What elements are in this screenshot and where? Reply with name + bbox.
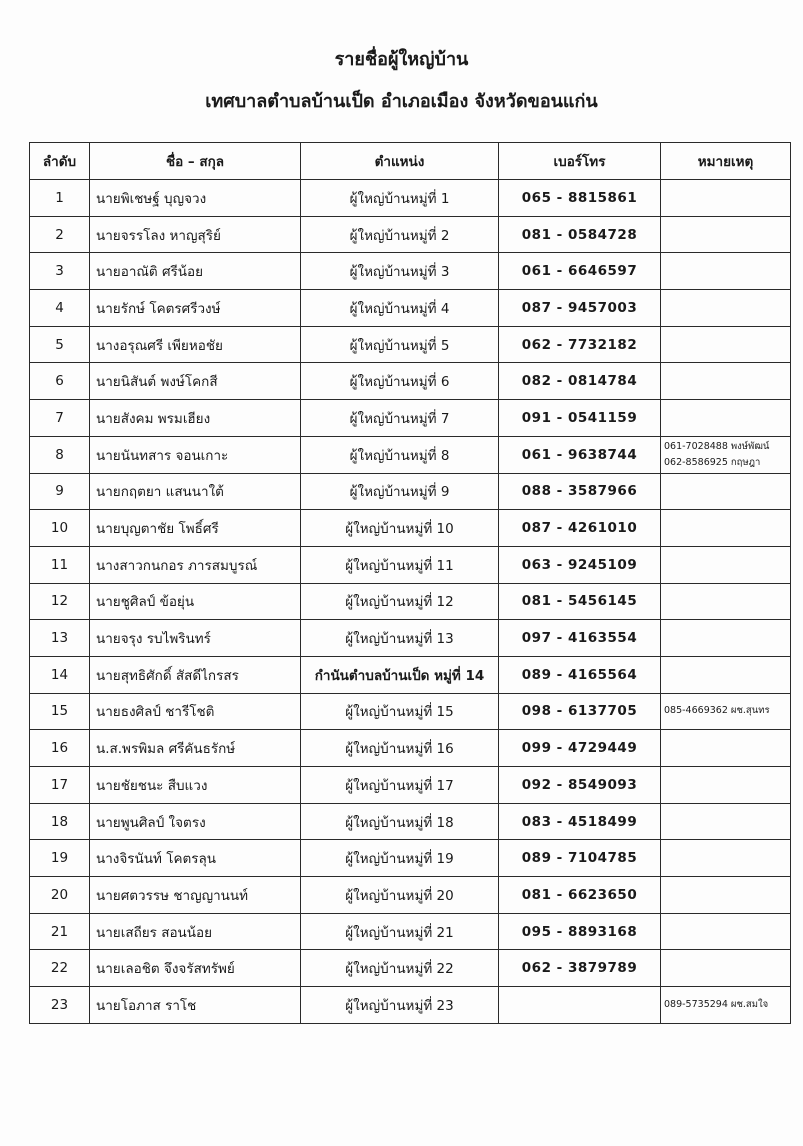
row-name: นายพิเชษฐ์ บุญจวง — [90, 180, 301, 217]
table-row — [30, 290, 791, 327]
table-row — [30, 693, 791, 730]
row-name: นางสาวกนกอร ภารสมบูรณ์ — [90, 546, 301, 583]
row-number: 7 — [30, 400, 90, 437]
row-position: ผู้ใหญ่บ้านหมู่ที่ 6 — [301, 363, 499, 400]
row-phone: 088 - 3587966 — [499, 473, 661, 510]
row-number: 6 — [30, 363, 90, 400]
row-name: นายพูนศิลป์ ใจตรง — [90, 803, 301, 840]
row-phone: 089 - 7104785 — [499, 840, 661, 877]
row-number: 4 — [30, 290, 90, 327]
row-position: ผู้ใหญ่บ้านหมู่ที่ 19 — [301, 840, 499, 877]
row-number: 11 — [30, 546, 90, 583]
table-row — [30, 473, 791, 510]
note-line: 089-5735294 ผช.สมใจ — [664, 998, 769, 1010]
row-position: ผู้ใหญ่บ้านหมู่ที่ 10 — [301, 510, 499, 547]
row-name: นายสุทธิศักดิ์ สัสดีไกรสร — [90, 656, 301, 693]
row-phone: 098 - 6137705 — [499, 693, 661, 730]
row-name: นางอรุณศรี เพียหอชัย — [90, 326, 301, 363]
row-phone: 092 - 8549093 — [499, 767, 661, 804]
row-note — [661, 510, 791, 547]
row-phone: 083 - 4518499 — [499, 803, 661, 840]
row-phone: 097 - 4163554 — [499, 620, 661, 657]
row-phone: 081 - 5456145 — [499, 583, 661, 620]
row-position: ผู้ใหญ่บ้านหมู่ที่ 5 — [301, 326, 499, 363]
row-name: นายสังคม พรมเฮียง — [90, 400, 301, 437]
row-note — [661, 473, 791, 510]
row-note — [661, 767, 791, 804]
row-number: 13 — [30, 620, 90, 657]
note-line: 062-8586925 กฤษฎา — [664, 456, 761, 468]
row-note — [661, 363, 791, 400]
row-position: กำนันตำบลบ้านเป็ด หมู่ที่ 14 — [301, 656, 499, 693]
row-name: น.ส.พรพิมล ศรีคันธรักษ์ — [90, 730, 301, 767]
row-name: นางจิรนันท์ โคตรลุน — [90, 840, 301, 877]
row-number: 16 — [30, 730, 90, 767]
row-number: 14 — [30, 656, 90, 693]
row-position: ผู้ใหญ่บ้านหมู่ที่ 1 — [301, 180, 499, 217]
row-number: 5 — [30, 326, 90, 363]
row-phone — [499, 987, 661, 1024]
row-note — [661, 436, 791, 473]
row-phone: 065 - 8815861 — [499, 180, 661, 217]
row-name: นายอาณัติ ศรีน้อย — [90, 253, 301, 290]
row-note — [661, 840, 791, 877]
row-note — [661, 987, 791, 1024]
table-row — [30, 913, 791, 950]
table-row — [30, 326, 791, 363]
table-row — [30, 583, 791, 620]
row-number: 3 — [30, 253, 90, 290]
row-position: ผู้ใหญ่บ้านหมู่ที่ 20 — [301, 877, 499, 914]
table-row — [30, 840, 791, 877]
row-position: ผู้ใหญ่บ้านหมู่ที่ 3 — [301, 253, 499, 290]
row-note — [661, 326, 791, 363]
row-phone: 081 - 0584728 — [499, 216, 661, 253]
row-position: ผู้ใหญ่บ้านหมู่ที่ 17 — [301, 767, 499, 804]
row-number: 10 — [30, 510, 90, 547]
row-name: นายชูศิลป์ ข้อยุ่น — [90, 583, 301, 620]
row-note — [661, 583, 791, 620]
row-number: 19 — [30, 840, 90, 877]
row-position: ผู้ใหญ่บ้านหมู่ที่ 8 — [301, 436, 499, 473]
row-note — [661, 913, 791, 950]
row-position: ผู้ใหญ่บ้านหมู่ที่ 15 — [301, 693, 499, 730]
row-position: ผู้ใหญ่บ้านหมู่ที่ 9 — [301, 473, 499, 510]
table-row — [30, 877, 791, 914]
row-phone: 062 - 3879789 — [499, 950, 661, 987]
row-note — [661, 253, 791, 290]
row-name: นายนิสันต์ พงษ์โคกสี — [90, 363, 301, 400]
row-name: นายจรรโลง หาญสุริย์ — [90, 216, 301, 253]
header-phone: เบอร์โทร — [499, 143, 661, 180]
row-name: นายจรุง รบไพรินทร์ — [90, 620, 301, 657]
row-name: นายเสถียร สอนน้อย — [90, 913, 301, 950]
row-note — [661, 693, 791, 730]
table-row — [30, 253, 791, 290]
row-phone: 089 - 4165564 — [499, 656, 661, 693]
row-note — [661, 803, 791, 840]
row-note — [661, 216, 791, 253]
row-name: นายชัยชนะ สืบแวง — [90, 767, 301, 804]
table-row — [30, 216, 791, 253]
row-phone: 087 - 4261010 — [499, 510, 661, 547]
table-row — [30, 950, 791, 987]
note-line: 085-4669362 ผช.สุนทร — [664, 705, 770, 717]
row-number: 12 — [30, 583, 90, 620]
row-note — [661, 620, 791, 657]
table-row — [30, 730, 791, 767]
row-name: นายบุญตาชัย โพธิ์ศรี — [90, 510, 301, 547]
row-name: นายโอภาส ราโช — [90, 987, 301, 1024]
row-position: ผู้ใหญ่บ้านหมู่ที่ 12 — [301, 583, 499, 620]
header-note: หมายเหตุ — [661, 143, 791, 180]
row-position: ผู้ใหญ่บ้านหมู่ที่ 23 — [301, 987, 499, 1024]
row-number: 21 — [30, 913, 90, 950]
row-name: นายรักษ์ โคตรศรีวงษ์ — [90, 290, 301, 327]
row-name: นายนันทสาร จอนเกาะ — [90, 436, 301, 473]
row-number: 22 — [30, 950, 90, 987]
row-note — [661, 180, 791, 217]
row-note — [661, 950, 791, 987]
row-note — [661, 656, 791, 693]
table-row — [30, 363, 791, 400]
row-position: ผู้ใหญ่บ้านหมู่ที่ 21 — [301, 913, 499, 950]
row-position: ผู้ใหญ่บ้านหมู่ที่ 18 — [301, 803, 499, 840]
row-note — [661, 877, 791, 914]
table-row — [30, 546, 791, 583]
headman-table — [29, 142, 791, 1024]
row-number: 23 — [30, 987, 90, 1024]
row-name: นายธงศิลป์ ชารีโชติ — [90, 693, 301, 730]
row-phone: 063 - 9245109 — [499, 546, 661, 583]
table-row — [30, 656, 791, 693]
row-position: ผู้ใหญ่บ้านหมู่ที่ 11 — [301, 546, 499, 583]
note-line: 061-7028488 พงษ์พัฒน์ — [664, 440, 770, 452]
table-row — [30, 510, 791, 547]
row-number: 18 — [30, 803, 90, 840]
document-title: รายชื่อผู้ใหญ่บ้าน — [334, 49, 469, 70]
table-row — [30, 987, 791, 1024]
row-position: ผู้ใหญ่บ้านหมู่ที่ 2 — [301, 216, 499, 253]
header-name: ชื่อ – สกุล — [90, 143, 301, 180]
row-phone: 061 - 6646597 — [499, 253, 661, 290]
row-phone: 099 - 4729449 — [499, 730, 661, 767]
table-row — [30, 436, 791, 473]
row-phone: 091 - 0541159 — [499, 400, 661, 437]
table-row — [30, 767, 791, 804]
row-phone: 082 - 0814784 — [499, 363, 661, 400]
row-phone: 095 - 8893168 — [499, 913, 661, 950]
row-phone: 062 - 7732182 — [499, 326, 661, 363]
table-row — [30, 620, 791, 657]
row-phone: 087 - 9457003 — [499, 290, 661, 327]
row-number: 9 — [30, 473, 90, 510]
row-phone: 081 - 6623650 — [499, 877, 661, 914]
row-note — [661, 730, 791, 767]
row-number: 20 — [30, 877, 90, 914]
row-phone: 061 - 9638744 — [499, 436, 661, 473]
header-position: ตำแหน่ง — [301, 143, 499, 180]
row-name: นายศตวรรษ ชาญญานนท์ — [90, 877, 301, 914]
table-row — [30, 180, 791, 217]
row-number: 17 — [30, 767, 90, 804]
table-header-row — [30, 143, 791, 180]
row-position: ผู้ใหญ่บ้านหมู่ที่ 16 — [301, 730, 499, 767]
table-row — [30, 803, 791, 840]
row-name: นายเลอชิต จึงจรัสทรัพย์ — [90, 950, 301, 987]
row-note — [661, 546, 791, 583]
document-subtitle: เทศบาลตำบลบ้านเป็ด อำเภอเมือง จังหวัดขอนแก่น — [205, 91, 598, 112]
row-position: ผู้ใหญ่บ้านหมู่ที่ 22 — [301, 950, 499, 987]
row-number: 8 — [30, 436, 90, 473]
row-position: ผู้ใหญ่บ้านหมู่ที่ 13 — [301, 620, 499, 657]
row-note — [661, 400, 791, 437]
row-number: 1 — [30, 180, 90, 217]
table-row — [30, 400, 791, 437]
row-position: ผู้ใหญ่บ้านหมู่ที่ 4 — [301, 290, 499, 327]
row-number: 2 — [30, 216, 90, 253]
row-number: 15 — [30, 693, 90, 730]
header-no: ลำดับ — [30, 143, 90, 180]
row-position: ผู้ใหญ่บ้านหมู่ที่ 7 — [301, 400, 499, 437]
row-note — [661, 290, 791, 327]
row-name: นายกฤตยา แสนนาใต้ — [90, 473, 301, 510]
